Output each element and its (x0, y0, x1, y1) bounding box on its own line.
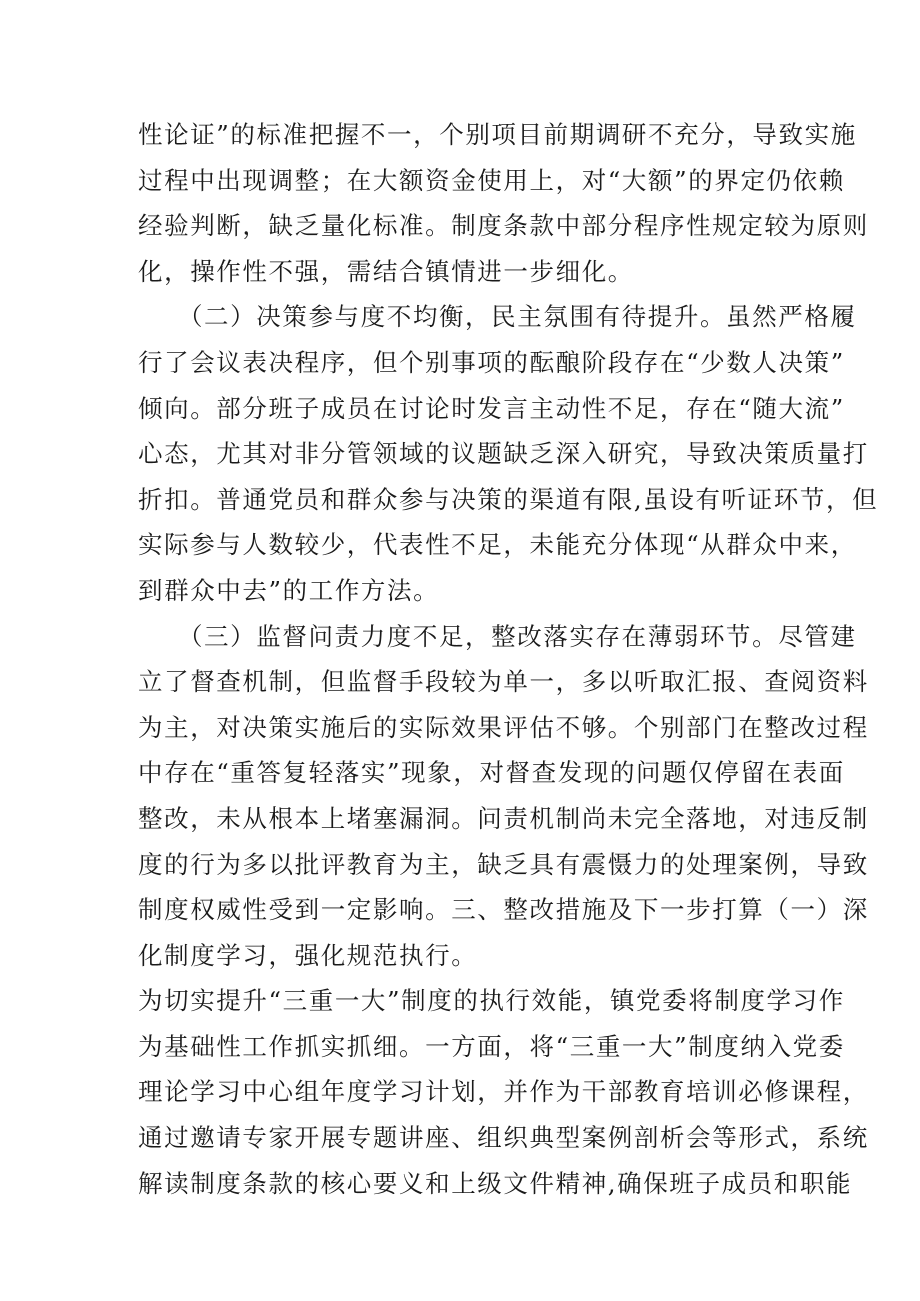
text-line: 解读制度条款的核心要义和上级文件精神,确保班子成员和职能 (138, 1168, 853, 1198)
text-line: 为主，对决策实施后的实际效果评估不够。个别部门在整改过程 (138, 712, 869, 742)
text-line: 中存在“重答复轻落实”现象，对督查发现的问题仅停留在表面 (138, 758, 845, 788)
text-line: 性论证”的标准把握不一，个别项目前期调研不充分，导致实施 (138, 120, 857, 149)
text-line: 制度权威性受到一定影响。三、整改措施及下一步打算（一）深 (138, 895, 869, 925)
text-line: 理论学习中心组年度学习计划，并作为干部教育培训必修课程， (138, 1077, 869, 1107)
text-line: 度的行为多以批评教育为主，缺乏具有震慑力的处理案例，导致 (138, 849, 869, 879)
text-line: 倾向。部分班子成员在讨论时发言主动性不足，存在“随大流” (138, 393, 845, 423)
text-line: 整改，未从根本上堵塞漏洞。问责机制尚未完全落地，对违反制 (138, 803, 869, 833)
text-line: 折扣。普通党员和群众参与决策的渠道有限,虽设有听证环节，但 (138, 484, 879, 514)
text-line: 通过邀请专家开展专题讲座、组织典型案例剖析会等形式，系统 (138, 1123, 869, 1153)
paragraph-heading-line: （二）决策参与度不均衡，民主氛围有待提升。虽然严格履 (138, 302, 857, 332)
paragraph-heading-line: （三）监督问责力度不足，整改落实存在薄弱环节。尽管建 (138, 621, 857, 651)
text-line: 化，操作性不强，需结合镇情进一步细化。 (138, 256, 634, 286)
text-line: 经验判断，缺乏量化标准。制度条款中部分程序性规定较为原则 (138, 211, 869, 241)
text-line: 心态，尤其对非分管领域的议题缺乏深入研究，导致决策质量打 (138, 439, 869, 469)
text-line: 到群众中去”的工作方法。 (138, 575, 440, 605)
document-body (138, 112, 879, 1206)
text-line: 实际参与人数较少，代表性不足，未能充分体现“从群众中来， (138, 530, 857, 560)
text-line: 化制度学习，强化规范执行。 (138, 940, 478, 970)
text-line: 过程中出现调整；在大额资金使用上，对“大额”的界定仍依赖 (138, 165, 845, 195)
text-line: 为切实提升“三重一大”制度的执行效能，镇党委将制度学习作 (138, 986, 845, 1016)
text-line: 立了督查机制，但监督手段较为单一，多以听取汇报、查阅资料 (138, 667, 869, 697)
text-line: 行了会议表决程序，但个别事项的酝酿阶段存在“少数人决策” (138, 347, 845, 377)
text-line: 为基础性工作抓实抓细。一方面，将“三重一大”制度纳入党委 (138, 1031, 845, 1061)
